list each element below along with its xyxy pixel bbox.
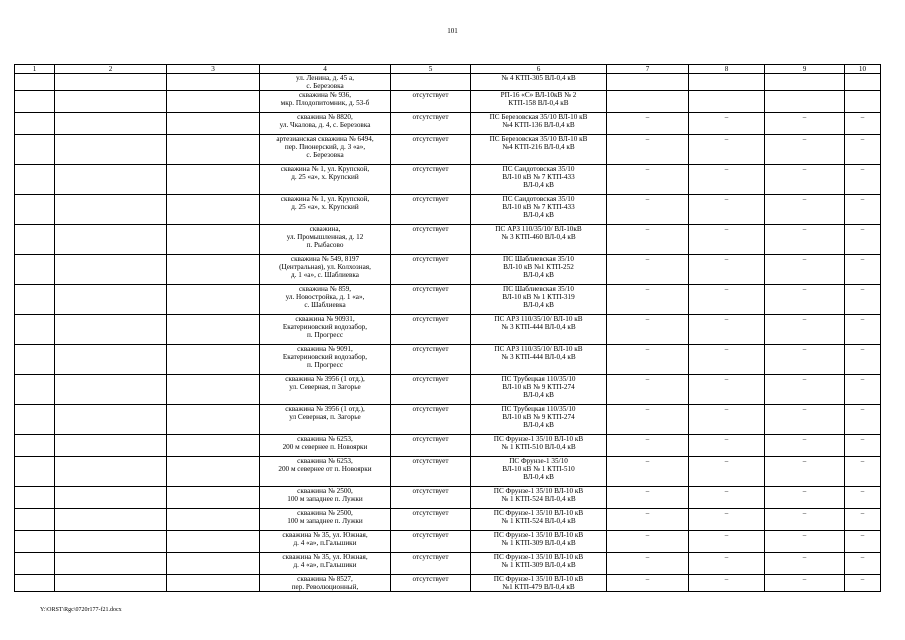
cell-dash: – [765, 255, 845, 285]
cell-power-source: ПС Саидотовская 35/10 ВЛ-10 кВ № 7 КТП-433 ВЛ-0,4 кВ [471, 195, 607, 225]
cell-col-2 [55, 165, 167, 195]
cell-col-1 [15, 74, 55, 91]
cell-dash: – [845, 135, 881, 165]
cell-col-2 [55, 74, 167, 91]
table-row [15, 553, 881, 575]
cell-col-3 [167, 345, 260, 375]
cell-dash: – [765, 225, 845, 255]
cell-dash: – [607, 195, 689, 225]
cell-dash: – [689, 113, 765, 135]
cell-col-1 [15, 91, 55, 113]
cell-col-3 [167, 113, 260, 135]
column-header: 8 [689, 65, 765, 74]
cell-dash: – [689, 405, 765, 435]
cell-dash: – [765, 575, 845, 592]
cell-col-3 [167, 285, 260, 315]
cell-col-2 [55, 509, 167, 531]
cell-dash: – [607, 113, 689, 135]
table-row [15, 285, 881, 315]
cell-dash: – [765, 375, 845, 405]
cell-status: отсутствует [391, 315, 471, 345]
cell-dash: – [765, 345, 845, 375]
cell-col-3 [167, 315, 260, 345]
cell-power-source: ПС Фрунзе-1 35/10 ВЛ-10 кВ №1 КТП-479 ВЛ-0,4 кВ [471, 575, 607, 592]
cell-dash: – [607, 225, 689, 255]
cell-dash: – [765, 113, 845, 135]
column-header: 9 [765, 65, 845, 74]
cell-dash [765, 74, 845, 91]
cell-col-3 [167, 553, 260, 575]
cell-col-3 [167, 375, 260, 405]
cell-dash: – [689, 225, 765, 255]
cell-col-3 [167, 74, 260, 91]
cell-col-1 [15, 457, 55, 487]
column-header: 6 [471, 65, 607, 74]
cell-power-source: ПС Шаблиевская 35/10 ВЛ-10 кВ № 1 КТП-319 ВЛ-0,4 кВ [471, 285, 607, 315]
cell-object-address: артезианская скважина № 6494, пер. Пионерский, д. 3 «а», с. Березовка [260, 135, 391, 165]
cell-col-1 [15, 509, 55, 531]
cell-col-2 [55, 225, 167, 255]
cell-col-3 [167, 135, 260, 165]
cell-dash: – [689, 345, 765, 375]
cell-object-address: скважина № 8820, ул. Чкалова, д. 4, с. Березовка [260, 113, 391, 135]
cell-dash: – [607, 553, 689, 575]
table-row [15, 225, 881, 255]
table-row [15, 113, 881, 135]
cell-power-source: ПС Шаблиевская 35/10 ВЛ-10 кВ №1 КТП-252 ВЛ-0,4 кВ [471, 255, 607, 285]
cell-object-address: скважина № 35, ул. Южная, д. 4 «а», п.Гальшики [260, 531, 391, 553]
cell-col-1 [15, 113, 55, 135]
table-row [15, 195, 881, 225]
cell-status: отсутствует [391, 553, 471, 575]
cell-dash: – [765, 405, 845, 435]
cell-dash: – [845, 487, 881, 509]
cell-dash: – [765, 285, 845, 315]
cell-col-1 [15, 575, 55, 592]
cell-dash: – [607, 457, 689, 487]
cell-dash: – [765, 457, 845, 487]
table-row [15, 375, 881, 405]
cell-col-3 [167, 255, 260, 285]
cell-dash: – [845, 345, 881, 375]
cell-col-1 [15, 135, 55, 165]
cell-col-3 [167, 457, 260, 487]
cell-status: отсутствует [391, 509, 471, 531]
cell-col-2 [55, 531, 167, 553]
cell-col-2 [55, 435, 167, 457]
cell-dash: – [607, 315, 689, 345]
cell-dash: – [689, 435, 765, 457]
cell-power-source: ПС Фрунзе-1 35/10 ВЛ-10 кВ № 1 КТП-510 ВЛ-0,4 кВ [471, 457, 607, 487]
cell-dash: – [689, 553, 765, 575]
cell-status: отсутствует [391, 135, 471, 165]
cell-dash: – [845, 255, 881, 285]
cell-dash: – [689, 315, 765, 345]
cell-power-source: ПС Саидотовская 35/10 ВЛ-10 кВ № 7 КТП-433 ВЛ-0,4 кВ [471, 165, 607, 195]
cell-col-3 [167, 91, 260, 113]
cell-col-2 [55, 113, 167, 135]
cell-dash [607, 74, 689, 91]
cell-status [391, 74, 471, 91]
cell-dash: – [845, 113, 881, 135]
cell-dash: – [607, 165, 689, 195]
cell-object-address: скважина № 1, ул. Крупской, д. 25 «а», х. Крупский [260, 165, 391, 195]
cell-dash: – [689, 135, 765, 165]
footer-file-path: Y:\ORST\Rgc\0720r177-f21.docx [40, 607, 122, 613]
cell-status: отсутствует [391, 575, 471, 592]
cell-power-source: ПС АРЗ 110/35/10/ ВЛ-10 кВ № 3 КТП-444 ВЛ-0,4 кВ [471, 315, 607, 345]
cell-status: отсутствует [391, 345, 471, 375]
cell-power-source: ПС Фрунзе-1 35/10 ВЛ-10 кВ № 1 КТП-510 ВЛ-0,4 кВ [471, 435, 607, 457]
table-body [15, 74, 881, 592]
cell-col-2 [55, 195, 167, 225]
header-row [15, 65, 881, 74]
cell-object-address: скважина № 2500, 100 м западнее п. Лужки [260, 487, 391, 509]
cell-dash: – [607, 531, 689, 553]
cell-col-3 [167, 531, 260, 553]
cell-status: отсутствует [391, 375, 471, 405]
cell-dash: – [845, 575, 881, 592]
cell-object-address: скважина № 6253, 200 м севернее п. Новоярки [260, 435, 391, 457]
cell-status: отсутствует [391, 435, 471, 457]
cell-power-source: РП-16 «С» ВЛ-10кВ № 2 КТП-158 ВЛ-0,4 кВ [471, 91, 607, 113]
cell-col-2 [55, 405, 167, 435]
cell-status: отсутствует [391, 457, 471, 487]
cell-col-3 [167, 225, 260, 255]
cell-dash [845, 74, 881, 91]
cell-dash [689, 91, 765, 113]
cell-object-address: ул. Ленина, д. 45 а, с. Березовка [260, 74, 391, 91]
table-row [15, 487, 881, 509]
table-row [15, 91, 881, 113]
cell-col-3 [167, 165, 260, 195]
cell-dash: – [845, 165, 881, 195]
cell-col-2 [55, 315, 167, 345]
cell-col-2 [55, 575, 167, 592]
cell-status: отсутствует [391, 531, 471, 553]
cell-power-source: ПС Березовская 35/10 ВЛ-10 кВ №4 КТП-136 ВЛ-0,4 кВ [471, 113, 607, 135]
cell-dash: – [765, 553, 845, 575]
cell-col-3 [167, 487, 260, 509]
cell-object-address: скважина № 936, мкр. Плодопитомник, д. 53-б [260, 91, 391, 113]
cell-dash: – [845, 553, 881, 575]
cell-status: отсутствует [391, 487, 471, 509]
cell-dash: – [607, 405, 689, 435]
cell-dash: – [689, 575, 765, 592]
cell-dash: – [845, 225, 881, 255]
cell-col-1 [15, 375, 55, 405]
cell-col-2 [55, 285, 167, 315]
cell-col-1 [15, 345, 55, 375]
cell-col-3 [167, 405, 260, 435]
cell-col-1 [15, 531, 55, 553]
data-table [14, 64, 881, 592]
cell-dash: – [607, 487, 689, 509]
table-row [15, 255, 881, 285]
cell-dash: – [607, 345, 689, 375]
cell-object-address: скважина № 549, 8197 (Центральная), ул. Колхозная, д. 1 «а», с. Шаблиевка [260, 255, 391, 285]
cell-dash: – [607, 509, 689, 531]
cell-dash: – [845, 405, 881, 435]
cell-dash: – [689, 457, 765, 487]
cell-col-2 [55, 255, 167, 285]
cell-status: отсутствует [391, 255, 471, 285]
cell-object-address: скважина № 9091, Екатериновский водозабор, п. Прогресс [260, 345, 391, 375]
column-header: 2 [55, 65, 167, 74]
cell-dash: – [689, 285, 765, 315]
cell-dash: – [765, 135, 845, 165]
cell-object-address: скважина № 6253, 200 м севернее от п. Новоярки [260, 457, 391, 487]
cell-dash: – [689, 487, 765, 509]
table-row [15, 457, 881, 487]
cell-col-2 [55, 135, 167, 165]
cell-col-1 [15, 315, 55, 345]
column-header: 7 [607, 65, 689, 74]
cell-dash: – [845, 531, 881, 553]
cell-dash: – [765, 315, 845, 345]
cell-dash [607, 91, 689, 113]
table-row [15, 575, 881, 592]
cell-col-2 [55, 487, 167, 509]
column-header: 4 [260, 65, 391, 74]
cell-col-1 [15, 405, 55, 435]
cell-power-source: ПС Трубецкая 110/35/10 ВЛ-10 кВ № 9 КТП-274 ВЛ-0,4 кВ [471, 375, 607, 405]
cell-power-source: ПС АРЗ 110/35/10/ ВЛ-10кВ № 3 КТП-460 ВЛ-0,4 кВ [471, 225, 607, 255]
cell-power-source: ПС Фрунзе-1 35/10 ВЛ-10 кВ № 1 КТП-524 ВЛ-0,4 кВ [471, 487, 607, 509]
cell-dash: – [765, 509, 845, 531]
cell-col-1 [15, 285, 55, 315]
cell-col-1 [15, 165, 55, 195]
cell-object-address: скважина № 2500, 100 м западнее п. Лужки [260, 509, 391, 531]
cell-col-1 [15, 255, 55, 285]
column-header: 1 [15, 65, 55, 74]
column-header: 5 [391, 65, 471, 74]
cell-power-source: ПС Фрунзе-1 35/10 ВЛ-10 кВ № 1 КТП-524 ВЛ-0,4 кВ [471, 509, 607, 531]
cell-col-2 [55, 345, 167, 375]
cell-object-address: скважина № 859, ул. Новостройка, д. 1 «а», с. Шаблиевка [260, 285, 391, 315]
table-row [15, 531, 881, 553]
cell-status: отсутствует [391, 165, 471, 195]
cell-dash [689, 74, 765, 91]
cell-col-3 [167, 195, 260, 225]
cell-dash [845, 91, 881, 113]
table-row [15, 435, 881, 457]
cell-status: отсутствует [391, 225, 471, 255]
cell-col-1 [15, 225, 55, 255]
cell-dash: – [607, 435, 689, 457]
cell-dash: – [845, 315, 881, 345]
cell-status: отсутствует [391, 195, 471, 225]
table-row [15, 405, 881, 435]
cell-dash: – [689, 509, 765, 531]
cell-dash: – [607, 575, 689, 592]
cell-dash: – [765, 165, 845, 195]
cell-dash: – [607, 375, 689, 405]
cell-dash: – [845, 509, 881, 531]
cell-status: отсутствует [391, 91, 471, 113]
cell-dash: – [689, 195, 765, 225]
cell-dash: – [845, 285, 881, 315]
cell-object-address: скважина № 8527, пер. Революционный, [260, 575, 391, 592]
cell-dash: – [845, 457, 881, 487]
column-header: 10 [845, 65, 881, 74]
cell-object-address: скважина № 35, ул. Южная, д. 4 «а», п.Гальшики [260, 553, 391, 575]
table-row [15, 165, 881, 195]
cell-object-address: скважина № 90931, Екатериновский водозабор, п. Прогресс [260, 315, 391, 345]
page-number: 101 [447, 27, 458, 35]
cell-col-1 [15, 487, 55, 509]
table-row [15, 135, 881, 165]
cell-object-address: скважина, ул. Промышленная, д. 12 п. Рыбасово [260, 225, 391, 255]
table-row [15, 74, 881, 91]
cell-col-1 [15, 553, 55, 575]
cell-dash [765, 91, 845, 113]
cell-object-address: скважина № 3956 (1 отд.), ул. Северная, п Загорье [260, 375, 391, 405]
cell-dash: – [765, 487, 845, 509]
cell-dash: – [765, 195, 845, 225]
cell-col-2 [55, 91, 167, 113]
cell-col-3 [167, 435, 260, 457]
cell-power-source: № 4 КТП-305 ВЛ-0,4 кВ [471, 74, 607, 91]
cell-col-3 [167, 575, 260, 592]
cell-dash: – [689, 531, 765, 553]
cell-col-1 [15, 435, 55, 457]
cell-dash: – [607, 135, 689, 165]
cell-status: отсутствует [391, 285, 471, 315]
cell-power-source: ПС АРЗ 110/35/10/ ВЛ-10 кВ № 3 КТП-444 ВЛ-0,4 кВ [471, 345, 607, 375]
cell-status: отсутствует [391, 113, 471, 135]
cell-col-2 [55, 457, 167, 487]
cell-col-3 [167, 509, 260, 531]
cell-col-2 [55, 553, 167, 575]
cell-dash: – [765, 531, 845, 553]
cell-power-source: ПС Фрунзе-1 35/10 ВЛ-10 кВ № 1 КТП-309 ВЛ-0,4 кВ [471, 553, 607, 575]
table-row [15, 345, 881, 375]
cell-dash: – [845, 375, 881, 405]
cell-col-1 [15, 195, 55, 225]
cell-power-source: ПС Трубецкая 110/35/10 ВЛ-10 кВ № 9 КТП-274 ВЛ-0,4 кВ [471, 405, 607, 435]
table-row [15, 509, 881, 531]
cell-dash: – [689, 375, 765, 405]
cell-dash: – [765, 435, 845, 457]
column-header: 3 [167, 65, 260, 74]
cell-status: отсутствует [391, 405, 471, 435]
cell-col-2 [55, 375, 167, 405]
cell-power-source: ПС Березовская 35/10 ВЛ-10 кВ №4 КТП-216 ВЛ-0,4 кВ [471, 135, 607, 165]
cell-power-source: ПС Фрунзе-1 35/10 ВЛ-10 кВ № 1 КТП-309 ВЛ-0,4 кВ [471, 531, 607, 553]
cell-dash: – [607, 255, 689, 285]
cell-dash: – [845, 435, 881, 457]
table-row [15, 315, 881, 345]
cell-object-address: скважина № 1, ул. Крупской, д. 25 «а», х. Крупский [260, 195, 391, 225]
cell-dash: – [689, 165, 765, 195]
cell-dash: – [689, 255, 765, 285]
cell-dash: – [607, 285, 689, 315]
cell-dash: – [845, 195, 881, 225]
cell-object-address: скважина № 3956 (1 отд.), ул Северная, п. Загорье [260, 405, 391, 435]
